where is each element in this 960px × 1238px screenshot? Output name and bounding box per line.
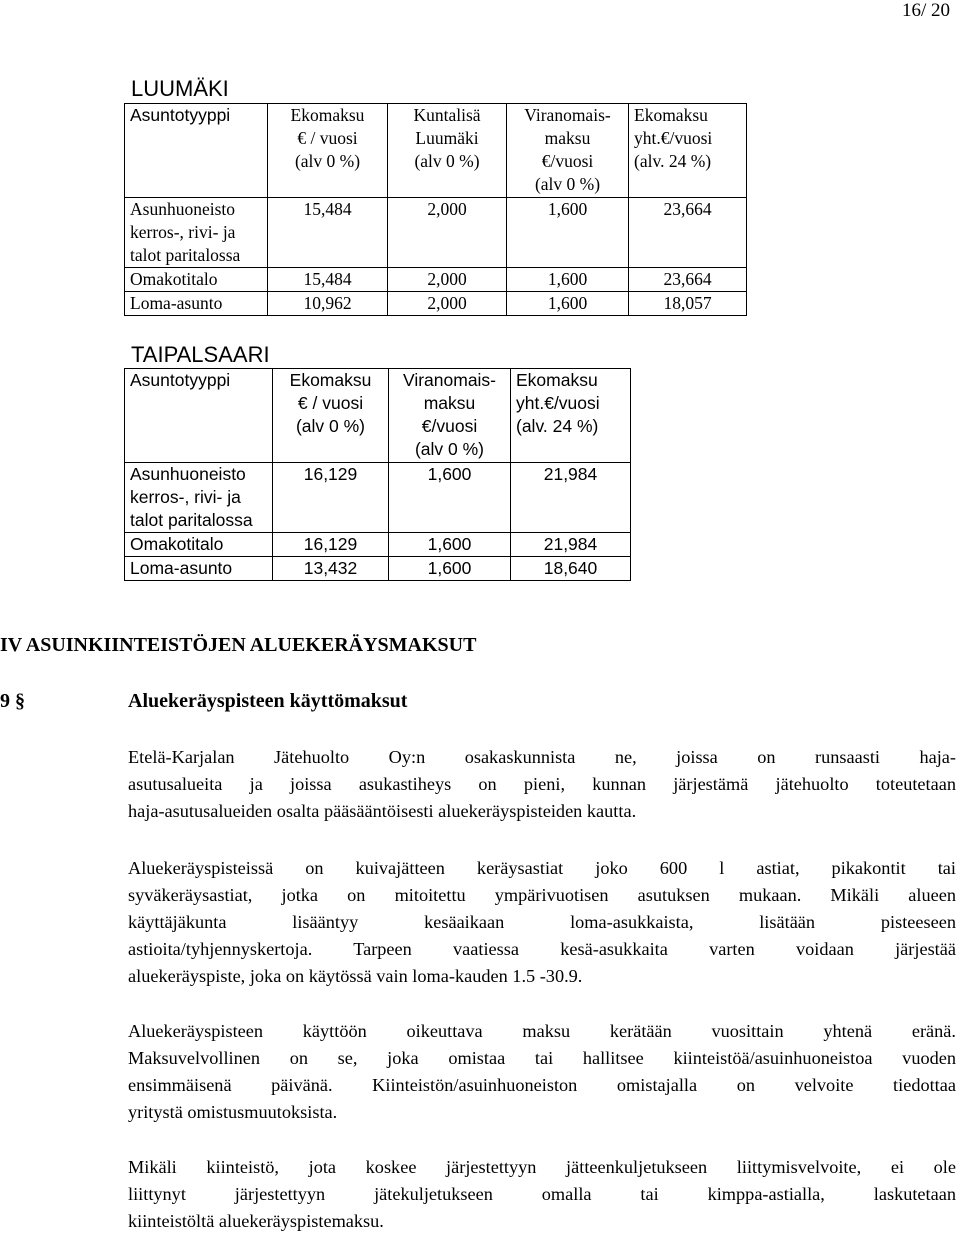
type-cell: Loma-asunto [125,292,268,316]
table-row [125,463,631,533]
type-cell: Asunhuoneisto kerros-, rivi- ja talot paritalossa [125,463,273,533]
clause-title: Aluekeräyspisteen käyttömaksut [128,690,408,712]
type-cell: Asunhuoneisto kerros-, rivi- ja talot paritalossa [125,198,268,268]
value-cell: 2,000 [388,268,507,292]
taipalsaari-fee-table [124,368,631,581]
type-cell: Omakotitalo [125,533,273,557]
table-row [125,533,631,557]
clause-number: 9 § [0,690,25,712]
header-cell: Ekomaksu yht.€/vuosi (alv. 24 %) [511,369,631,463]
taipalsaari-title: TAIPALSAARI [131,342,270,367]
value-cell: 16,129 [273,533,389,557]
header-cell: Viranomais- maksu €/vuosi (alv 0 %) [389,369,511,463]
header-cell: Viranomais- maksu €/vuosi (alv 0 %) [507,104,629,198]
value-cell: 1,600 [389,533,511,557]
header-cell: Ekomaksu yht.€/vuosi (alv. 24 %) [629,104,747,198]
header-cell: Ekomaksu € / vuosi (alv 0 %) [273,369,389,463]
header-cell: Ekomaksu € / vuosi (alv 0 %) [268,104,388,198]
value-cell: 18,640 [511,557,631,581]
value-cell: 23,664 [629,198,747,268]
value-cell: 1,600 [507,292,629,316]
value-cell: 1,600 [389,557,511,581]
value-cell: 21,984 [511,533,631,557]
page-number: 16/ 20 [901,0,950,21]
table-header-row [125,104,747,198]
table-row [125,268,747,292]
table-header-row [125,369,631,463]
value-cell: 15,484 [268,198,388,268]
value-cell: 13,432 [273,557,389,581]
type-cell: Loma-asunto [125,557,273,581]
value-cell: 16,129 [273,463,389,533]
paragraph: Mikäli kiinteistö, jota koskee järjestettyyn jätteenkuljetukseen liittymisvelvoite, ei ole liittynyt järjestettyyn jätekuljetukseen omalla tai kimppa-astialla, laskutetaan kiinteistöltä aluekeräyspistemaksu. [128,1157,956,1231]
value-cell: 23,664 [629,268,747,292]
table-row [125,292,747,316]
table-row [125,198,747,268]
header-cell: Asuntotyyppi [125,369,273,463]
paragraph: Aluekeräyspisteen käyttöön oikeuttava maksu kerätään vuosittain yhtenä eränä. Maksuvelvollinen on se, joka omistaa tai hallitsee kiinteistöä/asuinhuoneistoa vuoden ensimmäisenä päivänä. Kiinteistön/asuinhuoneiston omistajalla on velvoite tiedottaa yritystä omistusmuutoksista. [128,1021,956,1122]
luumaki-fee-table [124,103,747,316]
clause-heading [0,690,407,713]
paragraph: Etelä-Karjalan Jätehuolto Oy:n osakaskunnista ne, joissa on runsaasti haja- asutusalueita ja joissa asukastiheys on pieni, kunnan järjestämä jätehuolto toteutetaan haja-asutusalueiden osalta pääsääntöisesti aluekeräyspisteiden kautta. [128,747,956,821]
value-cell: 1,600 [507,198,629,268]
value-cell: 1,600 [507,268,629,292]
luumaki-title: LUUMÄKI [131,76,229,101]
value-cell: 2,000 [388,292,507,316]
value-cell: 10,962 [268,292,388,316]
table-row [125,557,631,581]
value-cell: 15,484 [268,268,388,292]
header-cell: Asuntotyyppi [125,104,268,198]
header-cell: Kuntalisä Luumäki (alv 0 %) [388,104,507,198]
value-cell: 18,057 [629,292,747,316]
value-cell: 1,600 [389,463,511,533]
type-cell: Omakotitalo [125,268,268,292]
section-heading: IV ASUINKIINTEISTÖJEN ALUEKERÄYSMAKSUT [0,634,477,656]
value-cell: 2,000 [388,198,507,268]
paragraph: Aluekeräyspisteissä on kuivajätteen keräysastiat joko 600 l astiat, pikakontit tai syväkeräysastiat, jotka on mitoitettu ympärivuotisen asutuksen mukaan. Mikäli alueen käyttäjäkunta lisääntyy kesäaikaan loma-asukkaista, lisätään pisteeseen astioita/tyhjennyskertoja. Tarpeen vaatiessa kesä-asukkaita varten voidaan järjestää aluekeräyspiste, joka on käytössä vain loma-kauden 1.5 -30.9. [128,858,956,986]
value-cell: 21,984 [511,463,631,533]
